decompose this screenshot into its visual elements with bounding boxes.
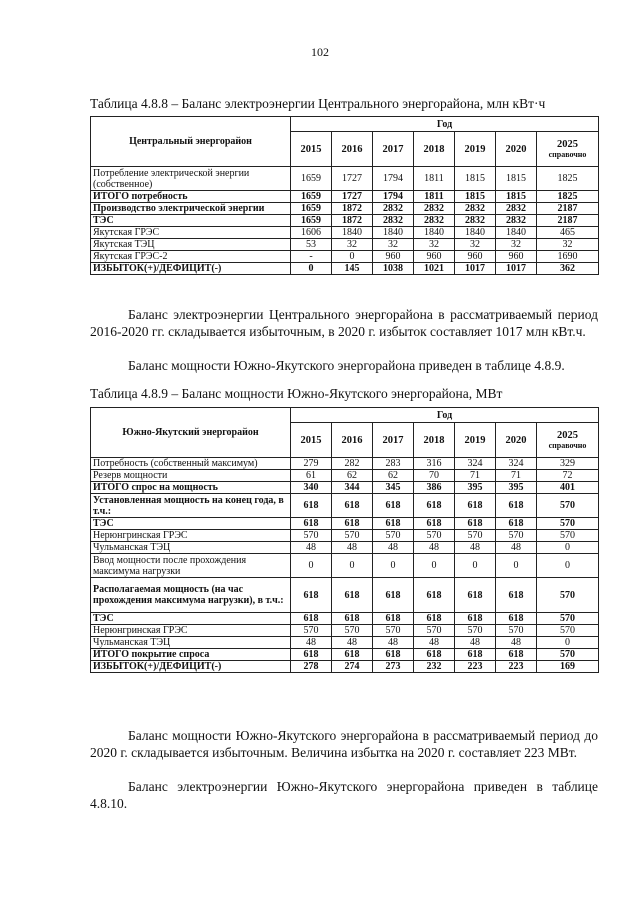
table-cell: 283 — [373, 458, 414, 470]
table-cell: 0 — [537, 542, 599, 554]
table-cell: 2832 — [414, 215, 455, 227]
table-cell: 362 — [537, 263, 599, 275]
table-cell: 570 — [537, 530, 599, 542]
table-cell: 618 — [332, 613, 373, 625]
table-cell: 1727 — [332, 167, 373, 191]
year-column-header: 2018 — [414, 423, 455, 458]
table-cell: 32 — [455, 239, 496, 251]
table-cell: 570 — [332, 625, 373, 637]
table-cell: 145 — [332, 263, 373, 275]
table-cell: 48 — [496, 637, 537, 649]
table-cell: 48 — [291, 542, 332, 554]
table-cell: 960 — [373, 251, 414, 263]
table-cell: 223 — [455, 661, 496, 673]
table-cell: 618 — [455, 613, 496, 625]
table-cell: 48 — [332, 542, 373, 554]
table-cell: 570 — [537, 613, 599, 625]
table-cell: 618 — [496, 494, 537, 518]
table-cell: 960 — [455, 251, 496, 263]
table-cell: 0 — [496, 554, 537, 578]
table-cell: 570 — [373, 625, 414, 637]
table-cell: 2832 — [373, 215, 414, 227]
table-cell: 2187 — [537, 203, 599, 215]
row-label: ИЗБЫТОК(+)/ДЕФИЦИТ(-) — [91, 661, 291, 673]
table-cell: 570 — [455, 530, 496, 542]
year-column-header: 2017 — [373, 423, 414, 458]
table-cell: 48 — [414, 542, 455, 554]
row-label: ТЭС — [91, 518, 291, 530]
table-cell: 1794 — [373, 191, 414, 203]
table-cell: 1840 — [373, 227, 414, 239]
paragraph: Баланс электроэнергии Южно-Якутского энергорайона приведен в таблице 4.8.10. — [90, 779, 598, 811]
table-row — [91, 482, 599, 494]
table-row — [91, 167, 599, 191]
table-cell: 618 — [373, 578, 414, 613]
year-column-header: 2015 — [291, 132, 332, 167]
table-cell: 48 — [291, 637, 332, 649]
table-cell: 48 — [455, 637, 496, 649]
year-column-header: 2025 справочно — [537, 132, 599, 167]
table-cell: 570 — [537, 649, 599, 661]
table-cell: 1815 — [496, 191, 537, 203]
table-cell: 618 — [291, 649, 332, 661]
table-cell: 316 — [414, 458, 455, 470]
table-row — [91, 191, 599, 203]
table-cell: 32 — [332, 239, 373, 251]
table-cell: 618 — [373, 518, 414, 530]
table-row — [91, 215, 599, 227]
table-cell: 2832 — [455, 203, 496, 215]
table-cell: 32 — [414, 239, 455, 251]
table-cell: 570 — [537, 625, 599, 637]
paragraph: Баланс электроэнергии Центрального энергорайона в рассматриваемый период 2016-2020 гг. складывается избыточным, в 2020 г. избыток составляет 1017 млн кВт.ч. — [90, 307, 598, 339]
table-cell: 618 — [291, 578, 332, 613]
row-label: Установленная мощность на конец года, в т.ч.: — [91, 494, 291, 518]
table-cell: 273 — [373, 661, 414, 673]
table-cell: 2832 — [414, 203, 455, 215]
table-row — [91, 637, 599, 649]
table-row — [91, 613, 599, 625]
table-cell: 618 — [291, 494, 332, 518]
table-cell: 48 — [373, 637, 414, 649]
table-cell: 61 — [291, 470, 332, 482]
table-cell: 324 — [455, 458, 496, 470]
table-row — [91, 470, 599, 482]
table-cell: 1021 — [414, 263, 455, 275]
table-row — [91, 494, 599, 518]
row-label: ИТОГО покрытие спроса — [91, 649, 291, 661]
table-row — [91, 239, 599, 251]
table-cell: 618 — [414, 578, 455, 613]
power-balance-table — [90, 407, 599, 673]
row-header: Центральный энергорайон — [91, 117, 291, 167]
row-header: Южно-Якутский энергорайон — [91, 408, 291, 458]
table-cell: 570 — [455, 625, 496, 637]
table-row — [91, 625, 599, 637]
table-cell: 72 — [537, 470, 599, 482]
table-cell: 32 — [373, 239, 414, 251]
table-cell: 618 — [332, 494, 373, 518]
row-label: Потребление электрической энергии (собственное) — [91, 167, 291, 191]
year-column-header: 2016 — [332, 423, 373, 458]
row-label: Потребность (собственный максимум) — [91, 458, 291, 470]
table-cell: 345 — [373, 482, 414, 494]
table-cell: 1815 — [496, 167, 537, 191]
table-cell: 618 — [455, 494, 496, 518]
table-cell: 570 — [373, 530, 414, 542]
table-cell: 223 — [496, 661, 537, 673]
table-cell: 62 — [373, 470, 414, 482]
table-cell: 2832 — [496, 203, 537, 215]
table-caption: Таблица 4.8.9 – Баланс мощности Южно-Якутского энергорайона, МВт — [90, 386, 503, 401]
table-row — [91, 251, 599, 263]
table-row — [91, 649, 599, 661]
table-cell: 570 — [291, 625, 332, 637]
table-cell: 62 — [332, 470, 373, 482]
table-cell: 344 — [332, 482, 373, 494]
table-row — [91, 578, 599, 613]
table-cell: 0 — [537, 637, 599, 649]
table-cell: 570 — [414, 625, 455, 637]
table-cell: 618 — [455, 649, 496, 661]
row-label: Нерюнгринская ГРЭС — [91, 625, 291, 637]
table-cell: 1840 — [414, 227, 455, 239]
table-cell: 570 — [496, 530, 537, 542]
table-cell: 1811 — [414, 167, 455, 191]
row-label: Резерв мощности — [91, 470, 291, 482]
year-column-header: 2015 — [291, 423, 332, 458]
row-label: Производство электрической энергии — [91, 203, 291, 215]
table-row — [91, 661, 599, 673]
table-cell: 570 — [537, 518, 599, 530]
table-cell: 618 — [414, 613, 455, 625]
table-cell: 2187 — [537, 215, 599, 227]
table-cell: 1825 — [537, 167, 599, 191]
row-label: Якутская ТЭЦ — [91, 239, 291, 251]
table-cell: 618 — [291, 613, 332, 625]
table-cell: 0 — [332, 251, 373, 263]
table-cell: 618 — [332, 518, 373, 530]
table-cell: 570 — [537, 578, 599, 613]
table-cell: 386 — [414, 482, 455, 494]
table-cell: 618 — [414, 518, 455, 530]
table-cell: 329 — [537, 458, 599, 470]
table-cell: 960 — [496, 251, 537, 263]
table-cell: 0 — [291, 554, 332, 578]
row-label: ИТОГО потребность — [91, 191, 291, 203]
table-cell: 1872 — [332, 215, 373, 227]
table-cell: 570 — [537, 494, 599, 518]
table-cell: 1606 — [291, 227, 332, 239]
table-cell: 618 — [373, 649, 414, 661]
table-cell: 618 — [455, 578, 496, 613]
row-label: Нерюнгринская ГРЭС — [91, 530, 291, 542]
table-cell: 618 — [414, 494, 455, 518]
table-row — [91, 554, 599, 578]
row-label: Чульманская ТЭЦ — [91, 637, 291, 649]
table-cell: 1017 — [455, 263, 496, 275]
table-cell: 618 — [414, 649, 455, 661]
table-cell: 1659 — [291, 215, 332, 227]
table-row — [91, 542, 599, 554]
table-cell: 0 — [455, 554, 496, 578]
table-cell: 618 — [455, 518, 496, 530]
table-row — [91, 203, 599, 215]
table-cell: 71 — [496, 470, 537, 482]
year-column-header: 2018 — [414, 132, 455, 167]
table-cell: 169 — [537, 661, 599, 673]
table-cell: 618 — [496, 613, 537, 625]
table-cell: 0 — [537, 554, 599, 578]
table-cell: 1840 — [332, 227, 373, 239]
table-row — [91, 263, 599, 275]
table-cell: 1017 — [496, 263, 537, 275]
table-cell: 48 — [332, 637, 373, 649]
table-cell: 570 — [291, 530, 332, 542]
year-column-header: 2025 справочно — [537, 423, 599, 458]
table-row — [91, 518, 599, 530]
table-row — [91, 530, 599, 542]
table-cell: 401 — [537, 482, 599, 494]
table-cell: 2832 — [455, 215, 496, 227]
table-cell: 0 — [291, 263, 332, 275]
row-label: Располагаемая мощность (на час прохождения максимума нагрузки), в т.ч.: — [91, 578, 291, 613]
table-cell: 570 — [414, 530, 455, 542]
table-cell: 1840 — [496, 227, 537, 239]
paragraph: Баланс мощности Южно-Якутского энергорайона приведен в таблице 4.8.9. — [128, 358, 565, 373]
table-cell: 2832 — [373, 203, 414, 215]
table-cell: 324 — [496, 458, 537, 470]
table-cell: 1038 — [373, 263, 414, 275]
table-cell: 395 — [455, 482, 496, 494]
page-number: 102 — [311, 45, 329, 59]
table-cell: 70 — [414, 470, 455, 482]
table-cell: 395 — [496, 482, 537, 494]
year-column-header: 2019 — [455, 132, 496, 167]
table-cell: 1659 — [291, 191, 332, 203]
table-cell: 1872 — [332, 203, 373, 215]
table-cell: 618 — [496, 518, 537, 530]
table-cell: 1659 — [291, 203, 332, 215]
table-cell: 0 — [332, 554, 373, 578]
table-cell: 232 — [414, 661, 455, 673]
row-label: ИТОГО спрос на мощность — [91, 482, 291, 494]
table-cell: 282 — [332, 458, 373, 470]
table-cell: 1811 — [414, 191, 455, 203]
row-label: Якутская ГРЭС-2 — [91, 251, 291, 263]
table-cell: 1815 — [455, 191, 496, 203]
table-cell: 48 — [414, 637, 455, 649]
row-label: ТЭС — [91, 613, 291, 625]
table-cell: 618 — [332, 578, 373, 613]
table-cell: 618 — [496, 649, 537, 661]
year-column-header: 2020 — [496, 132, 537, 167]
year-column-header: 2016 — [332, 132, 373, 167]
table-cell: 570 — [496, 625, 537, 637]
energy-balance-table — [90, 116, 599, 275]
year-header: Год — [291, 408, 599, 423]
table-cell: 618 — [496, 578, 537, 613]
year-column-header: 2020 — [496, 423, 537, 458]
table-cell: 48 — [455, 542, 496, 554]
table-cell: 1825 — [537, 191, 599, 203]
table-cell: 1659 — [291, 167, 332, 191]
table-cell: 274 — [332, 661, 373, 673]
paragraph: Баланс мощности Южно-Якутского энергорайона в рассматриваемый период до 2020 г. складывается избыточным. Величина избытка на 2020 г. составляет 223 МВт. — [90, 728, 598, 760]
table-cell: 1794 — [373, 167, 414, 191]
table-cell: 0 — [373, 554, 414, 578]
table-cell: 1815 — [455, 167, 496, 191]
table-cell: 618 — [373, 613, 414, 625]
table-cell: 32 — [496, 239, 537, 251]
table-caption: Таблица 4.8.8 – Баланс электроэнергии Центрального энергорайона, млн кВт·ч — [90, 96, 546, 111]
table-cell: 960 — [414, 251, 455, 263]
table-row — [91, 458, 599, 470]
year-column-header: 2017 — [373, 132, 414, 167]
table-cell: 279 — [291, 458, 332, 470]
table-cell: 570 — [332, 530, 373, 542]
table-cell: 1727 — [332, 191, 373, 203]
year-header: Год — [291, 117, 599, 132]
table-cell: 48 — [373, 542, 414, 554]
table-cell: 618 — [332, 649, 373, 661]
table-cell: 2832 — [496, 215, 537, 227]
table-cell: 278 — [291, 661, 332, 673]
table-cell: 71 — [455, 470, 496, 482]
table-cell: 340 — [291, 482, 332, 494]
table-cell: - — [291, 251, 332, 263]
row-label: ТЭС — [91, 215, 291, 227]
table-cell: 48 — [496, 542, 537, 554]
table-cell: 32 — [537, 239, 599, 251]
row-label: ИЗБЫТОК(+)/ДЕФИЦИТ(-) — [91, 263, 291, 275]
table-cell: 465 — [537, 227, 599, 239]
row-label: Ввод мощности после прохождения максимума нагрузки — [91, 554, 291, 578]
row-label: Якутская ГРЭС — [91, 227, 291, 239]
table-row — [91, 227, 599, 239]
row-label: Чульманская ТЭЦ — [91, 542, 291, 554]
table-cell: 618 — [291, 518, 332, 530]
year-column-header: 2019 — [455, 423, 496, 458]
table-cell: 0 — [414, 554, 455, 578]
table-cell: 1840 — [455, 227, 496, 239]
table-cell: 53 — [291, 239, 332, 251]
table-cell: 1690 — [537, 251, 599, 263]
table-cell: 618 — [373, 494, 414, 518]
